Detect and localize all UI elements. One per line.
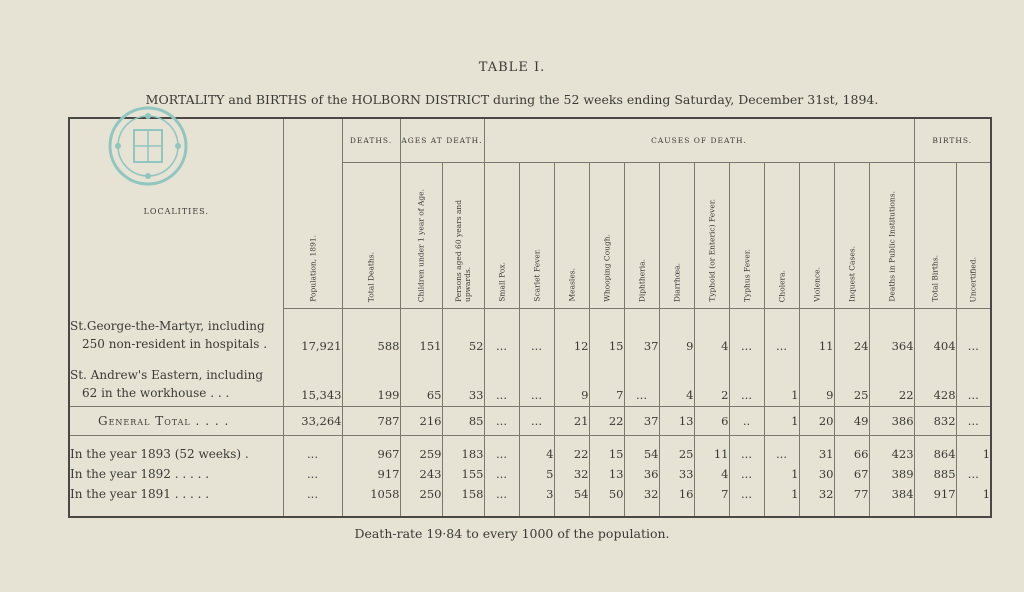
table-row <box>69 309 991 358</box>
violence-cell: 11 <box>799 309 834 358</box>
public-institutions-cell: 386 <box>869 407 914 436</box>
locality-label <box>69 407 283 436</box>
scarlet-fever-label: Scarlet Fever. <box>532 249 541 302</box>
typhus-cell: ... <box>729 436 764 465</box>
small-pox-cell: ... <box>484 464 519 484</box>
measles-label: Measles. <box>567 268 576 302</box>
violence-label: Violence. <box>812 267 821 302</box>
persons-60-header <box>442 163 484 309</box>
small-pox-cell: ... <box>484 309 519 358</box>
children-under-1-cell: 216 <box>400 407 442 436</box>
locality-label <box>69 309 283 358</box>
locality-label-line: St. Andrew's Eastern, including <box>70 368 264 382</box>
typhoid-cell: 4 <box>694 309 729 358</box>
locality-label-line: 250 non-resident in hospitals . <box>82 337 268 351</box>
uncertified-cell: ... <box>956 407 991 436</box>
localities-label: LOCALITIES. <box>143 207 209 216</box>
typhus-label: Typhus Fever. <box>742 249 751 302</box>
violence-cell: 30 <box>799 464 834 484</box>
total-deaths-cell: 917 <box>342 464 400 484</box>
locality-label <box>69 484 283 517</box>
public-institutions-cell: 384 <box>869 484 914 517</box>
violence-cell: 20 <box>799 407 834 436</box>
measles-cell: 9 <box>554 357 589 407</box>
total-births-cell: 917 <box>914 484 956 517</box>
cholera-label: Cholera. <box>777 269 786 302</box>
cholera-header <box>764 163 799 309</box>
total-deaths-cell: 588 <box>342 309 400 358</box>
table-title: TABLE I. <box>478 60 546 75</box>
uncertified-label: Uncertified. <box>968 256 978 302</box>
diarrhoea-cell: 13 <box>659 407 694 436</box>
violence-cell: 31 <box>799 436 834 465</box>
public-institutions-header <box>869 163 914 309</box>
diarrhoea-cell: 33 <box>659 464 694 484</box>
diarrhoea-label: Diarrhœa. <box>672 262 681 302</box>
total-deaths-cell: 787 <box>342 407 400 436</box>
children-under-1-cell: 65 <box>400 357 442 407</box>
locality-label <box>69 357 283 407</box>
uncertified-cell: ... <box>956 309 991 358</box>
locality-label-line: In the year 1892 . . . . . <box>70 467 210 481</box>
diphtheria-cell: 37 <box>624 407 659 436</box>
measles-cell: 22 <box>554 436 589 465</box>
whooping-cough-header <box>589 163 624 309</box>
children-under-1-cell: 151 <box>400 309 442 358</box>
total-deaths-cell: 199 <box>342 357 400 407</box>
persons-60-cell: 52 <box>442 309 484 358</box>
population-label: Population, 1891. <box>308 235 317 302</box>
whooping-cough-cell: 22 <box>589 407 624 436</box>
diarrhoea-cell: 4 <box>659 357 694 407</box>
cholera-cell: ... <box>764 309 799 358</box>
scarlet-fever-cell: 5 <box>519 464 554 484</box>
measles-cell: 12 <box>554 309 589 358</box>
total-births-cell: 404 <box>914 309 956 358</box>
persons-60-label: Persons aged 60 years and upwards. <box>454 199 472 302</box>
public-institutions-cell: 389 <box>869 464 914 484</box>
locality-label <box>69 436 283 465</box>
typhoid-cell: 11 <box>694 436 729 465</box>
measles-cell: 21 <box>554 407 589 436</box>
diphtheria-cell: 54 <box>624 436 659 465</box>
scarlet-fever-cell: ... <box>519 309 554 358</box>
population-cell: ... <box>283 484 342 517</box>
total-deaths-cell: 1058 <box>342 484 400 517</box>
uncertified-cell: 1 <box>956 436 991 465</box>
violence-header <box>799 163 834 309</box>
diphtheria-cell: 37 <box>624 309 659 358</box>
whooping-cough-cell: 15 <box>589 436 624 465</box>
cholera-cell: 1 <box>764 484 799 517</box>
typhus-cell: ... <box>729 484 764 517</box>
measles-cell: 32 <box>554 464 589 484</box>
persons-60-cell: 158 <box>442 484 484 517</box>
violence-cell: 32 <box>799 484 834 517</box>
scarlet-fever-header <box>519 163 554 309</box>
diarrhoea-cell: 9 <box>659 309 694 358</box>
typhus-cell: .. <box>729 407 764 436</box>
total-deaths-header <box>342 163 400 309</box>
diarrhoea-header <box>659 163 694 309</box>
children-under-1-label: Children under 1 year of Age. <box>416 188 426 302</box>
scarlet-fever-cell: 4 <box>519 436 554 465</box>
public-institutions-cell: 364 <box>869 309 914 358</box>
diphtheria-cell: ... <box>624 357 659 407</box>
locality-label-line: 62 in the workhouse . . . <box>82 386 230 400</box>
ages-group-header: AGES AT DEATH. <box>400 118 484 163</box>
births-group-header: BIRTHS. <box>914 118 991 163</box>
children-under-1-header <box>400 163 442 309</box>
children-under-1-cell: 259 <box>400 436 442 465</box>
population-cell: ... <box>283 464 342 484</box>
cholera-cell: 1 <box>764 407 799 436</box>
inquest-header <box>834 163 869 309</box>
small-pox-cell: ... <box>484 484 519 517</box>
diphtheria-cell: 36 <box>624 464 659 484</box>
population-cell: 15,343 <box>283 357 342 407</box>
children-under-1-cell: 250 <box>400 484 442 517</box>
uncertified-header <box>956 163 991 309</box>
typhus-cell: ... <box>729 464 764 484</box>
persons-60-cell: 85 <box>442 407 484 436</box>
small-pox-label: Small Pox. <box>497 262 506 302</box>
population-cell: 33,264 <box>283 407 342 436</box>
inquest-cell: 67 <box>834 464 869 484</box>
typhoid-cell: 7 <box>694 484 729 517</box>
diphtheria-label: Diphtheria. <box>637 258 646 302</box>
typhoid-cell: 2 <box>694 357 729 407</box>
causes-group-header: CAUSES OF DEATH. <box>484 118 914 163</box>
inquest-cell: 66 <box>834 436 869 465</box>
persons-60-cell: 155 <box>442 464 484 484</box>
mortality-table <box>68 117 992 518</box>
table-row <box>69 357 991 407</box>
diphtheria-header <box>624 163 659 309</box>
total-births-cell: 885 <box>914 464 956 484</box>
deaths-group-header: DEATHS. <box>342 118 400 163</box>
table-row <box>69 484 991 517</box>
inquest-cell: 24 <box>834 309 869 358</box>
total-births-header <box>914 163 956 309</box>
locality-label-line: General Total . . . . <box>98 414 230 428</box>
diarrhoea-cell: 16 <box>659 484 694 517</box>
total-births-cell: 428 <box>914 357 956 407</box>
locality-label <box>69 464 283 484</box>
total-births-label: Total Births. <box>930 255 940 302</box>
public-institutions-cell: 423 <box>869 436 914 465</box>
public-institutions-label: Deaths in Public Institutions. <box>887 191 897 302</box>
diarrhoea-cell: 25 <box>659 436 694 465</box>
typhus-header <box>729 163 764 309</box>
inquest-cell: 25 <box>834 357 869 407</box>
table-row <box>69 464 991 484</box>
cholera-cell: 1 <box>764 357 799 407</box>
small-pox-cell: ... <box>484 436 519 465</box>
population-cell: 17,921 <box>283 309 342 358</box>
typhoid-cell: 6 <box>694 407 729 436</box>
locality-label-line: In the year 1893 (52 weeks) . <box>70 447 249 461</box>
whooping-cough-label: Whooping Cough. <box>602 234 611 302</box>
population-cell: ... <box>283 436 342 465</box>
cholera-cell: ... <box>764 436 799 465</box>
whooping-cough-cell: 50 <box>589 484 624 517</box>
whooping-cough-cell: 7 <box>589 357 624 407</box>
persons-60-cell: 183 <box>442 436 484 465</box>
total-deaths-label: Total Deaths. <box>366 251 376 302</box>
total-deaths-cell: 967 <box>342 436 400 465</box>
typhoid-label: Typhoid (or Enteric) Fever. <box>707 199 716 302</box>
children-under-1-cell: 243 <box>400 464 442 484</box>
whooping-cough-cell: 13 <box>589 464 624 484</box>
scarlet-fever-cell: ... <box>519 407 554 436</box>
scarlet-fever-cell: ... <box>519 357 554 407</box>
total-births-cell: 832 <box>914 407 956 436</box>
population-header <box>283 118 342 309</box>
death-rate-note: Death-rate 19·84 to every 1000 of the population. <box>354 526 670 541</box>
library-stamp-icon <box>106 104 190 188</box>
uncertified-cell: 1 <box>956 484 991 517</box>
typhus-cell: ... <box>729 357 764 407</box>
locality-label-line: St.George-the-Martyr, including <box>70 319 265 333</box>
small-pox-cell: ... <box>484 357 519 407</box>
scarlet-fever-cell: 3 <box>519 484 554 517</box>
whooping-cough-cell: 15 <box>589 309 624 358</box>
measles-header <box>554 163 589 309</box>
inquest-label: Inquest Cases. <box>847 246 856 302</box>
uncertified-cell: ... <box>956 357 991 407</box>
table-row <box>69 436 991 465</box>
table-subtitle: MORTALITY and BIRTHS of the HOLBORN DISTRICT during the 52 weeks ending Saturday, December 31st, 1894. <box>145 92 879 107</box>
total-births-cell: 864 <box>914 436 956 465</box>
uncertified-cell: ... <box>956 464 991 484</box>
typhoid-header <box>694 163 729 309</box>
cholera-cell: 1 <box>764 464 799 484</box>
inquest-cell: 77 <box>834 484 869 517</box>
small-pox-cell: ... <box>484 407 519 436</box>
persons-60-cell: 33 <box>442 357 484 407</box>
table-row <box>69 407 991 436</box>
locality-label-line: In the year 1891 . . . . . <box>70 487 210 501</box>
typhus-cell: ... <box>729 309 764 358</box>
inquest-cell: 49 <box>834 407 869 436</box>
diphtheria-cell: 32 <box>624 484 659 517</box>
measles-cell: 54 <box>554 484 589 517</box>
violence-cell: 9 <box>799 357 834 407</box>
typhoid-cell: 4 <box>694 464 729 484</box>
small-pox-header <box>484 163 519 309</box>
public-institutions-cell: 22 <box>869 357 914 407</box>
